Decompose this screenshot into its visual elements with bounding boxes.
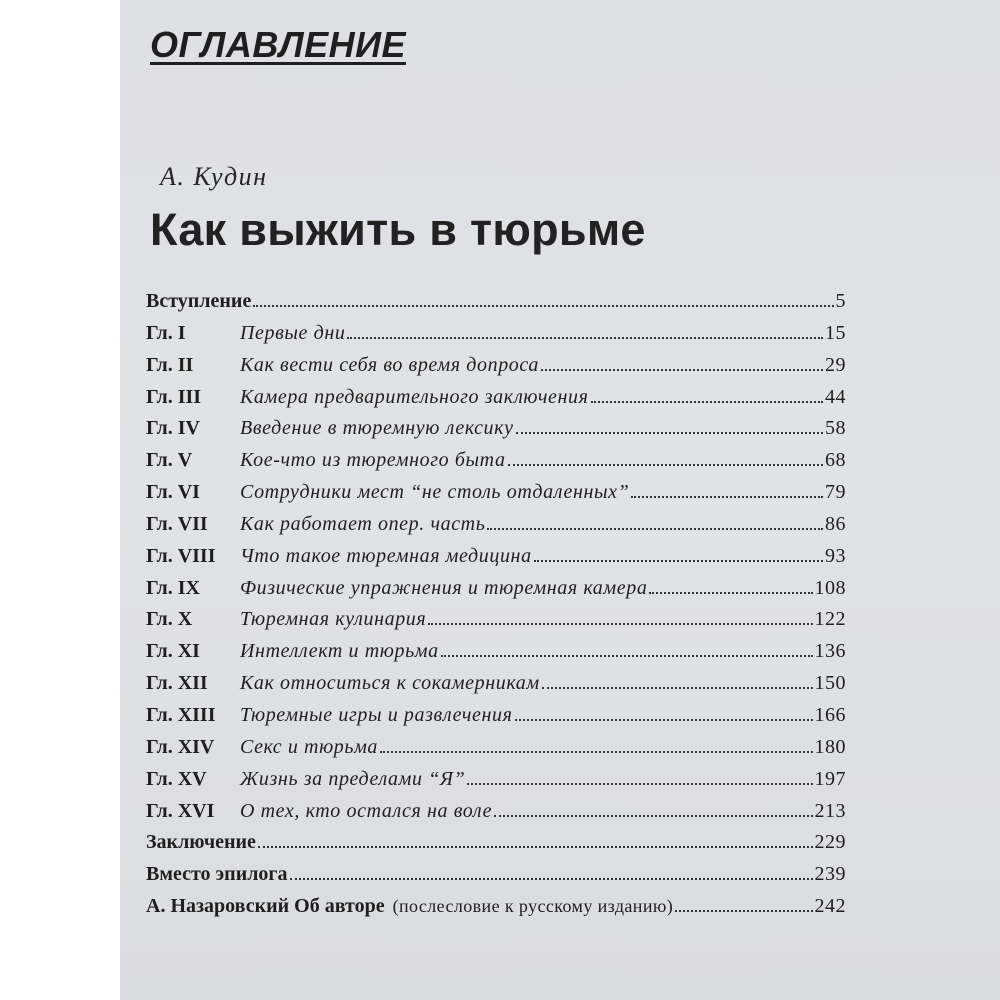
toc-row-afterword [146, 895, 846, 927]
chapter-page: 213 [814, 799, 846, 822]
chapter-number: Гл. I [146, 321, 186, 344]
dot-leader [515, 719, 813, 721]
toc-row [146, 354, 846, 386]
chapter-page: 58 [825, 417, 846, 440]
table-of-contents [146, 290, 846, 927]
book-page [120, 0, 1000, 1000]
dot-leader [428, 623, 812, 625]
dot-leader [542, 687, 813, 689]
dot-leader [591, 401, 824, 403]
dot-leader [675, 910, 812, 912]
chapter-title: Интеллект и тюрьма [240, 640, 439, 663]
dot-leader [487, 528, 823, 530]
toc-row [146, 672, 846, 704]
toc-afterword-note: (послесловие к русскому изданию) [392, 896, 674, 917]
chapter-title: Кое-что из тюремного быта [240, 449, 506, 472]
chapter-number: Гл. X [146, 608, 193, 631]
chapter-number: Гл. VI [146, 481, 200, 504]
dot-leader [380, 751, 812, 753]
chapter-number: Гл. V [146, 449, 193, 472]
chapter-number: Гл. XII [146, 672, 208, 695]
dot-leader [253, 305, 833, 307]
chapter-page: 79 [825, 481, 846, 504]
dot-leader [534, 560, 823, 562]
toc-afterword-label: А. Назаровский Об авторе [146, 895, 385, 918]
toc-row-intro [146, 290, 846, 322]
chapter-number: Гл. IV [146, 417, 200, 440]
chapter-title: О тех, кто остался на воле [240, 799, 493, 822]
chapter-title: Как вести себя во время допроса [240, 353, 539, 376]
toc-intro-page: 5 [835, 290, 846, 312]
toc-conclusion-label: Заключение [146, 831, 256, 854]
chapter-page: 15 [825, 321, 846, 344]
dot-leader [631, 496, 823, 498]
toc-row [146, 481, 846, 513]
chapter-number: Гл. XIV [146, 735, 215, 758]
chapter-page: 136 [814, 640, 846, 663]
chapter-title: Тюремная кулинария [240, 608, 427, 631]
chapter-title: Что такое тюремная медицина [240, 544, 532, 567]
dot-leader [541, 369, 823, 371]
dot-leader [258, 846, 813, 848]
dot-leader [290, 878, 813, 880]
toc-intro-label: Вступление [146, 290, 252, 312]
dot-leader [649, 592, 812, 594]
chapter-page: 180 [814, 735, 846, 758]
toc-epilogue-label: Вместо эпилога [146, 863, 288, 886]
chapter-page: 29 [825, 353, 846, 376]
dot-leader [508, 464, 823, 466]
dot-leader [467, 783, 812, 785]
chapter-title: Сотрудники мест “не столь отдаленных” [240, 481, 630, 504]
chapter-number: Гл. III [146, 385, 202, 408]
chapter-title: Тюремные игры и развлечения [240, 703, 513, 726]
toc-row [146, 768, 846, 800]
dot-leader [494, 815, 812, 817]
chapter-number: Гл. XI [146, 640, 200, 663]
chapter-number: Гл. XIII [146, 703, 216, 726]
toc-row [146, 704, 846, 736]
dot-leader [516, 432, 823, 434]
toc-row [146, 640, 846, 672]
toc-heading: ОГЛАВЛЕНИЕ [150, 24, 406, 65]
chapter-page: 44 [825, 385, 846, 408]
chapter-page: 93 [825, 544, 846, 567]
chapter-number: Гл. IX [146, 576, 200, 599]
chapter-number: Гл. II [146, 353, 194, 376]
toc-row [146, 736, 846, 768]
toc-row [146, 608, 846, 640]
chapter-number: Гл. XVI [146, 799, 215, 822]
chapter-page: 166 [814, 703, 846, 726]
book-title: Как выжить в тюрьме [150, 204, 646, 255]
toc-row [146, 513, 846, 545]
chapter-title: Физические упражнения и тюремная камера [240, 576, 648, 599]
toc-row [146, 449, 846, 481]
chapter-title: Как относиться к сокамерникам [240, 672, 540, 695]
chapter-title: Жизнь за пределами “Я” [240, 767, 466, 790]
chapter-page: 68 [825, 449, 846, 472]
toc-row-epilogue [146, 863, 846, 895]
toc-row [146, 322, 846, 354]
toc-conclusion-page: 229 [814, 831, 846, 854]
chapter-title: Камера предварительного заключения [240, 385, 589, 408]
toc-row [146, 800, 846, 832]
toc-row [146, 545, 846, 577]
chapter-title: Как работает опер. часть [240, 512, 486, 535]
chapter-number: Гл. VII [146, 512, 208, 535]
toc-afterword-page: 242 [814, 895, 846, 918]
dot-leader [347, 337, 823, 339]
author-name: А. Кудин [160, 162, 268, 191]
chapter-number: Гл. XV [146, 767, 207, 790]
toc-row [146, 386, 846, 418]
chapter-title: Секс и тюрьма [240, 735, 379, 758]
chapter-page: 122 [814, 608, 846, 631]
chapter-page: 108 [814, 576, 846, 599]
chapter-page: 86 [825, 512, 846, 535]
toc-row-conclusion [146, 831, 846, 863]
chapter-page: 150 [814, 672, 846, 695]
toc-epilogue-page: 239 [814, 863, 846, 886]
chapter-title: Введение в тюремную лексику [240, 417, 514, 440]
toc-row [146, 577, 846, 609]
chapter-page: 197 [814, 767, 846, 790]
toc-row [146, 417, 846, 449]
dot-leader [441, 655, 813, 657]
chapter-number: Гл. VIII [146, 544, 216, 567]
chapter-title: Первые дни [240, 321, 346, 344]
